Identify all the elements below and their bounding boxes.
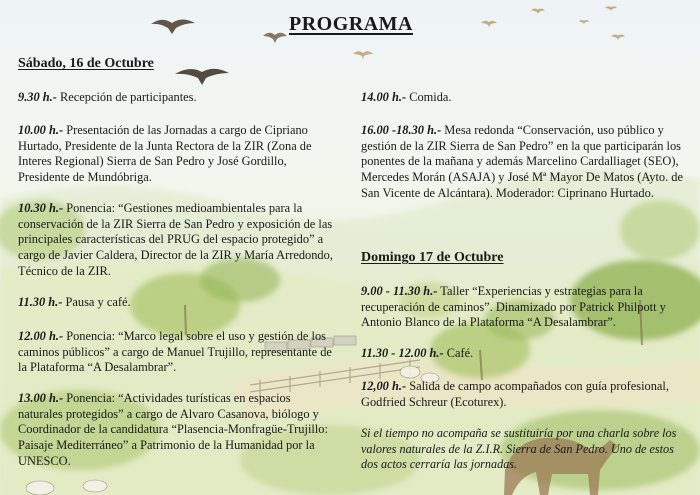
entry-time: 16.00 -18.30 h.- [361,123,442,137]
entry-text: Pausa y café. [62,295,131,309]
weather-note: Si el tiempo no acompaña se sustituiría por una charla sobre los valores naturales de la Z.I.R. Sierra de San Pedro. Uno de estos dos actos cerraría las jornadas. [361,426,677,471]
bird-illustration [578,18,590,25]
schedule-entry [361,284,689,331]
entry-text: Café. [443,346,474,360]
entry-time: 9.30 h.- [18,90,57,104]
entry-text: Mesa redonda “Conservación, uso público y gestión de la ZIR Sierra de San Pedro” en la que participarán los ponentes de la mañana y además Marcelino Cardalliaget (SEO), Mercedes Morán (ASAJA) y José Mª Mayor De Matos (Ayto. de San Vicente de Alcántara). Moderador: Ciprinano Hurtado. [361,123,683,200]
saturday-heading: Sábado, 16 de Octubre [18,56,154,71]
entry-text: Ponencia: “Marco legal sobre el uso y gestión de los caminos públicos” a cargo de Manuel Trujillo, representante de la Plataforma “A Desalambrar”. [18,329,332,375]
entry-time: 11.30 - 12.00 h.- [361,346,444,360]
entry-time: 10.30 h.- [18,201,64,215]
entry-text: Ponencia: “Gestiones medioambientales para la conservación de la ZIR Sierra de San Pedro y exposición de las principales características del PRUG del espacio protegido” a cargo de Javier Caldera, Director de la ZIR y María Arredondo, Técnico de la ZIR. [18,201,333,278]
schedule-entry [18,123,338,186]
bird-illustration [610,32,626,41]
schedule-entry [18,329,338,376]
entry-text: Taller “Experiencias y estrategias para la recuperación de caminos”. Dinamizado por Patrick Philpott y Antonio Blanco de la Plataforma “A Desalambrar”. [361,284,666,330]
entry-time: 11.30 h.- [18,295,63,309]
vulture-illustration [150,14,196,36]
entry-time: 13.00 h.- [18,391,64,405]
bird-illustration [604,4,618,12]
entry-text: Recepción de participantes. [56,90,197,104]
schedule-entry [361,123,689,202]
entry-text: Comida. [406,90,452,104]
bird-illustration [352,48,374,60]
entry-time: 10.00 h.- [18,123,64,137]
page-title: PROGRAMA [289,13,413,35]
entry-text: Ponencia: “Actividades turísticas en espacios naturales protegidos” a cargo de Alvaro Casanova, biólogo y Coordinador de la candidatura “Plasencia-Monfragüe-Trujillo: Paisaje Mediterráneo” a Patrimonio de la Humanidad por la UNESCO. [18,391,328,468]
schedule-entry [361,346,689,362]
schedule-entry [18,90,338,106]
entry-text: Presentación de las Jornadas a cargo de Cipriano Hurtado, Presidente de la Junta Rectora de la ZIR (Zona de Interes Regional) Sierra de San Pedro y José Gordillo, Presidente de Mundóbriga. [18,123,312,185]
entry-text: Salida de campo acompañados con guía profesional, Godfried Schreur (Ecoturex). [361,379,669,409]
entry-time: 14.00 h.- [361,90,407,104]
schedule-entry [18,201,338,280]
sunday-heading: Domingo 17 de Octubre [361,250,504,265]
bird-illustration [262,28,288,44]
bird-illustration [530,6,546,15]
entry-time: 12,00 h.- [361,379,407,393]
vulture-illustration [174,62,230,86]
entry-time: 12.00 h.- [18,329,64,343]
bird-illustration [480,18,498,28]
entry-time: 9.00 - 11.30 h.- [361,284,438,298]
schedule-entry [18,295,338,311]
schedule-entry [18,391,338,470]
schedule-entry [361,90,689,106]
schedule-entry [361,379,689,410]
